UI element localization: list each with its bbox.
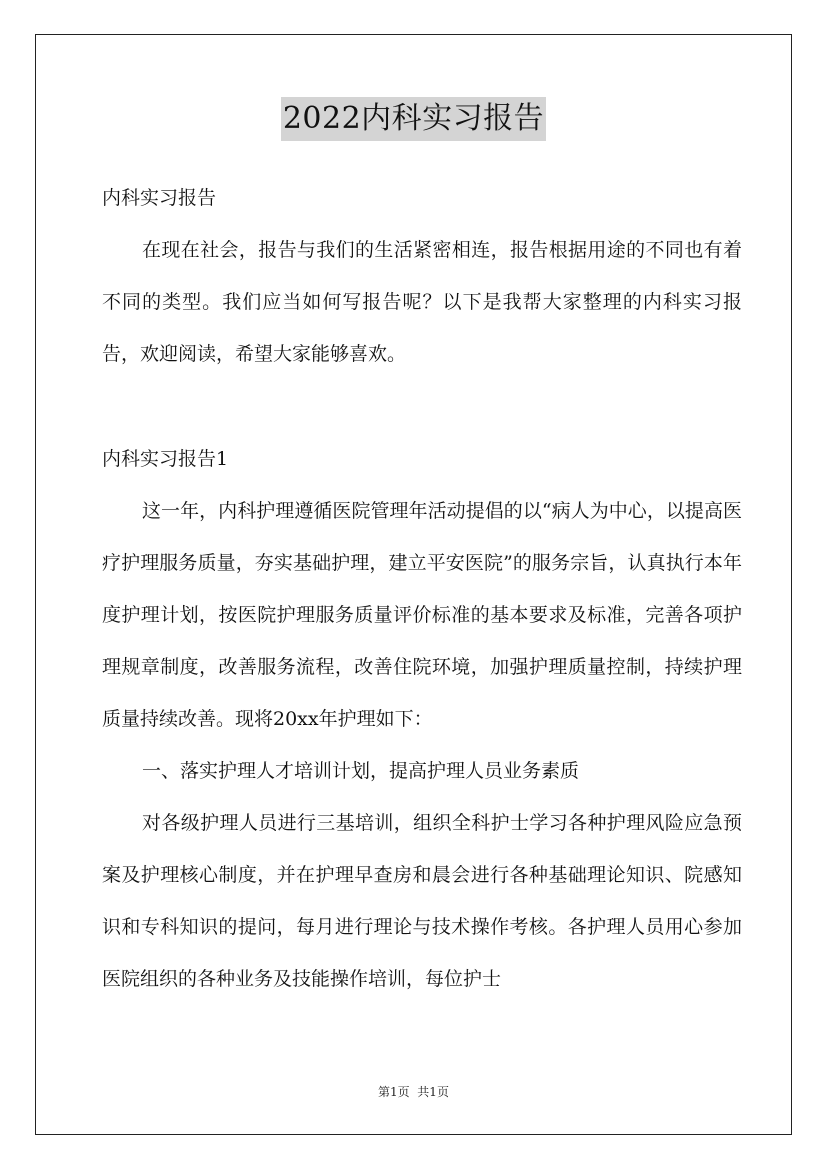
page-footer: [0, 1082, 827, 1102]
document-subtitle: 内科实习报告: [102, 187, 217, 209]
document-body: [102, 172, 742, 1005]
paragraph-spacer: [102, 380, 742, 433]
intro-paragraph: 在现在社会，报告与我们的生活紧密相连，报告根据用途的不同也有着不同的类型。我们应当如何写报告呢？以下是我帮大家整理的内科实习报告，欢迎阅读，希望大家能够喜欢。: [102, 239, 742, 365]
section-paragraph: 对各级护理人员进行三基培训，组织全科护士学习各种护理风险应急预案及护理核心制度，并在护理早查房和晨会进行各种基础理论知识、院感知识和专科知识的提问，每月进行理论与技术操作考核。各护理人员用心参加医院组织的各种业务及技能操作培训，每位护士: [102, 812, 742, 990]
section-paragraph: 这一年，内科护理遵循医院管理年活动提倡的以“病人为中心，以提高医疗护理服务质量，夯实基础护理，建立平安医院”的服务宗旨，认真执行本年度护理计划，按医院护理服务质量评价标准的基本要求及标准，完善各项护理规章制度，改善服务流程，改善住院环境，加强护理质量控制，持续护理质量持续改善。现将20xx年护理如下：: [102, 500, 742, 730]
section-heading: 内科实习报告1: [102, 448, 229, 470]
section-item-heading: 一、落实护理人才培训计划，提高护理人员业务素质: [142, 760, 580, 782]
title-container: [0, 97, 827, 141]
page-number: 第1页 共1页: [378, 1085, 449, 1099]
document-title: 2022内科实习报告: [281, 97, 546, 141]
